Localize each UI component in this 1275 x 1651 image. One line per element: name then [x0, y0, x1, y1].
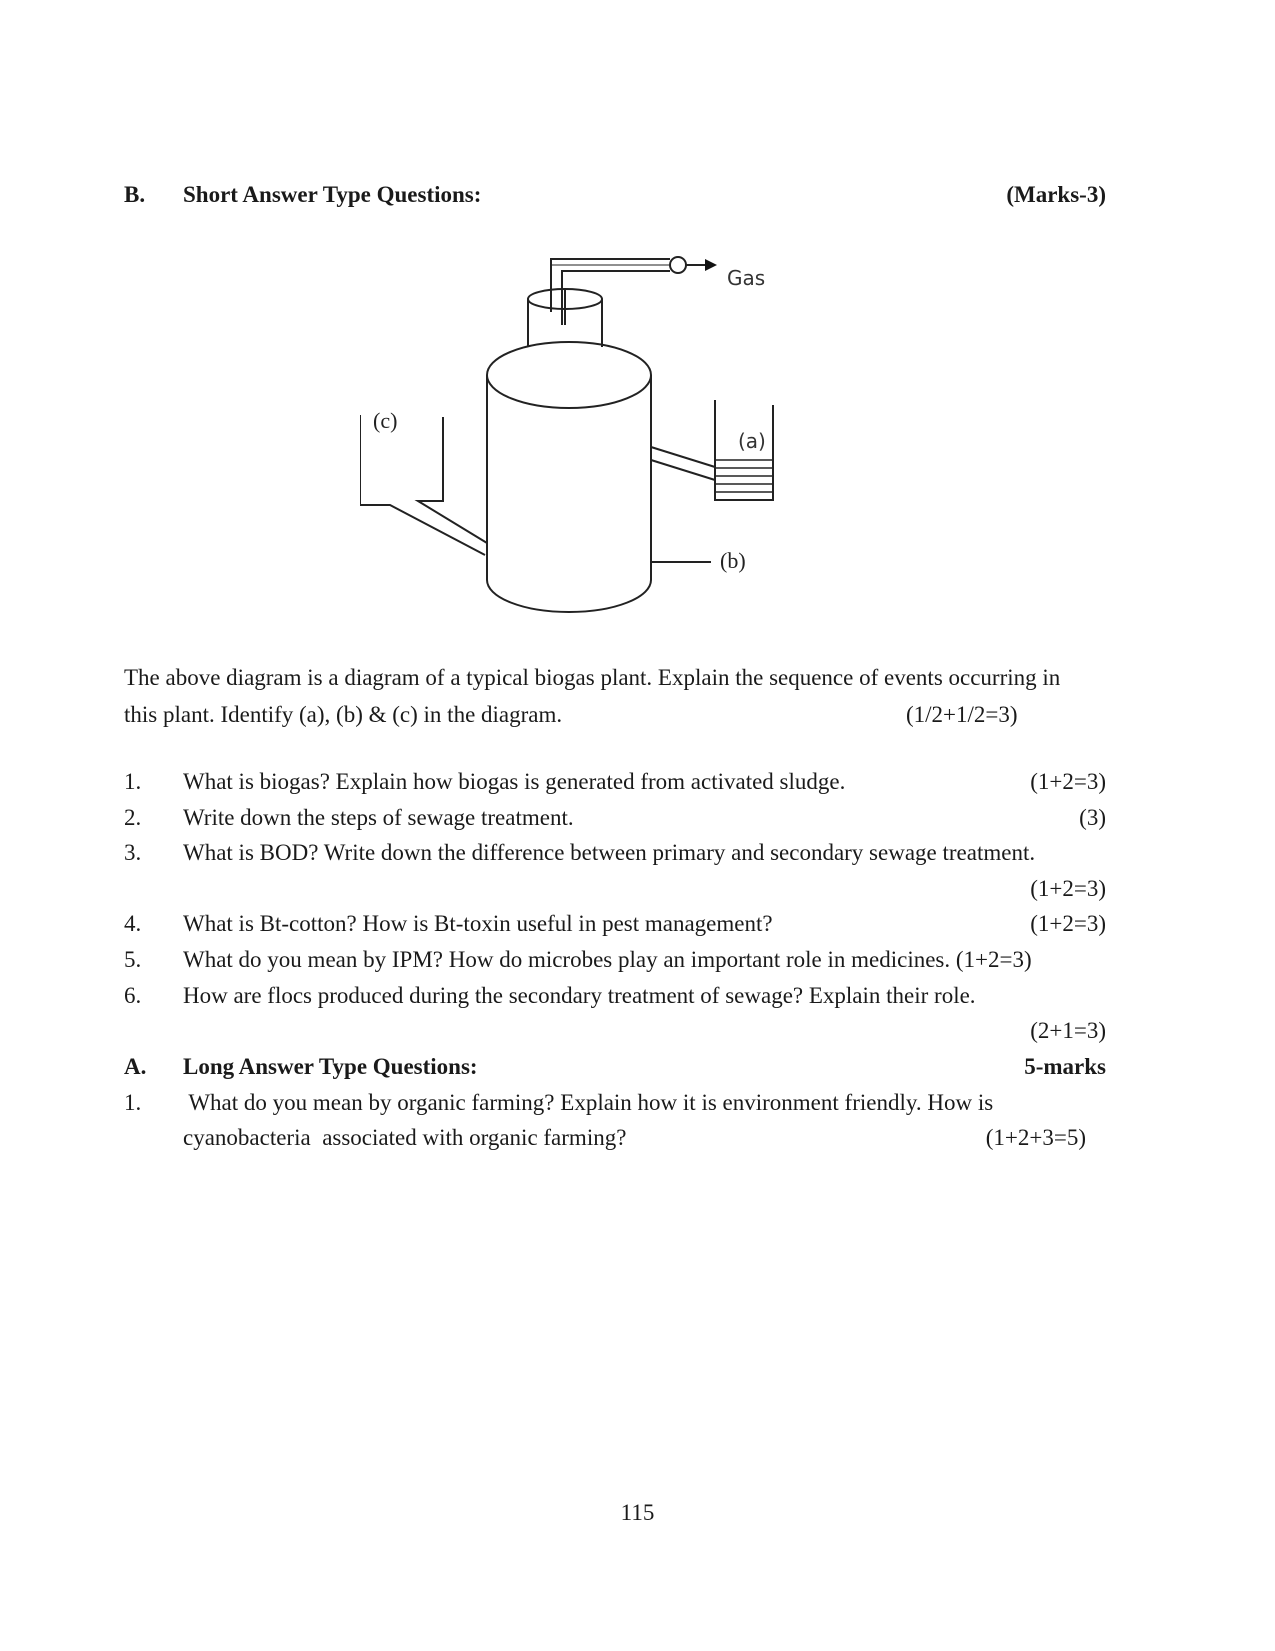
inlet-pipe-lower [360, 415, 485, 555]
question-text: Write down the steps of sewage treatment. [183, 805, 574, 830]
label-gas: Gas [727, 266, 766, 290]
label-b: (b) [720, 548, 746, 573]
intro-marks: (1/2+1/2=3) [906, 702, 1018, 727]
section-b-title: Short Answer Type Questions: [183, 182, 482, 207]
section-b-letter: B. [124, 182, 146, 207]
intro-line-2: this plant. Identify (a), (b) & (c) in the diagram. [124, 702, 563, 727]
long-question-line-2: cyanobacteria associated with organic farming? [183, 1125, 627, 1150]
question-marks: (3) [1079, 805, 1106, 830]
page-number: 115 [620, 1500, 655, 1525]
label-a: (a) [738, 429, 766, 453]
question-number: 3. [124, 840, 142, 865]
question-text: What is Bt-cotton? How is Bt-toxin useful in pest management? [183, 911, 773, 936]
gas-arrow-icon [705, 259, 717, 271]
question-number: 5. [124, 947, 142, 972]
long-question-line-1: What do you mean by organic farming? Explain how it is environment friendly. How is [183, 1090, 994, 1115]
question-number: 6. [124, 983, 142, 1008]
tank-body [487, 375, 651, 612]
section-a-marks: 5-marks [1024, 1054, 1106, 1079]
question-marks: (1+2=3) [1030, 876, 1106, 901]
biogas-plant-svg [360, 255, 820, 655]
question-number: 1. [124, 769, 142, 794]
section-a-title: Long Answer Type Questions: [183, 1054, 478, 1079]
question-text: What do you mean by IPM? How do microbes play an important role in medicines. (1+2=3) [183, 947, 1032, 972]
question-text: How are flocs produced during the secondary treatment of sewage? Explain their role. [183, 983, 976, 1008]
question-text: What is BOD? Write down the difference between primary and secondary sewage treatment. [183, 840, 1036, 865]
gas-valve [670, 257, 686, 273]
question-marks: (1+2=3) [1030, 769, 1106, 794]
question-number: 4. [124, 911, 142, 936]
long-question-number: 1. [124, 1090, 142, 1115]
label-c: (c) [373, 408, 398, 433]
question-marks: (1+2=3) [1030, 911, 1106, 936]
long-question-marks: (1+2+3=5) [985, 1125, 1086, 1150]
section-b-marks: (Marks-3) [1006, 182, 1106, 207]
question-marks: (2+1=3) [1030, 1018, 1106, 1043]
question-number: 2. [124, 805, 142, 830]
question-text: What is biogas? Explain how biogas is generated from activated sludge. [183, 769, 846, 794]
intro-line-1: The above diagram is a diagram of a typical biogas plant. Explain the sequence of events occurring in [124, 665, 1061, 690]
intro-paragraph [124, 659, 1114, 733]
section-a-letter: A. [124, 1054, 147, 1079]
tank-top [487, 342, 651, 408]
biogas-plant-diagram [360, 255, 820, 655]
